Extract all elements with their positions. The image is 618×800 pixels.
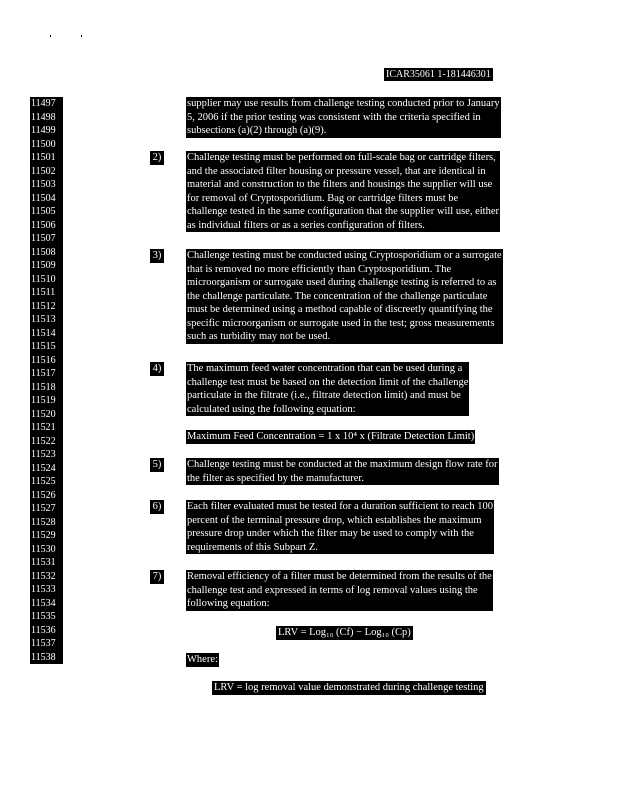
item-marker-3: 3) — [150, 249, 164, 263]
line-number: 11507 — [31, 233, 56, 244]
line-number: 11502 — [31, 165, 56, 177]
text-line: for removal of Cryptosporidium. Bag or cartridge filters must be — [187, 192, 459, 204]
text-line: the challenge particulate. The concentration of the challenge particulate — [187, 290, 488, 302]
text-line: percent of the terminal pressure drop, which establishes the maximum — [187, 514, 482, 526]
line-number: 11505 — [31, 206, 56, 217]
text-line: Removal efficiency of a filter must be determined from the results of the — [187, 571, 492, 582]
text-line: the filter as specified by the manufacturer. — [187, 472, 364, 484]
text-line: challenge test must be based on the detection limit of the challenge — [187, 376, 469, 388]
line-number: 11506 — [31, 219, 56, 231]
item-marker-2: 2) — [150, 151, 164, 165]
scan-mark — [81, 35, 82, 37]
line-number: 11528 — [31, 516, 56, 528]
line-number: 11512 — [31, 300, 56, 312]
text-line: as individual filters or as a series configuration of filters. — [187, 219, 425, 231]
paragraph-continued — [186, 97, 501, 138]
text-line: supplier may use results from challenge testing conducted prior to January — [187, 98, 500, 109]
line-number-column — [30, 97, 63, 664]
line-number: 11522 — [31, 435, 56, 447]
line-number: 11530 — [31, 543, 56, 555]
text-line: that is removed no more efficiently than Cryptosporidium. The — [187, 263, 452, 275]
line-number: 11509 — [31, 260, 56, 271]
line-number: 11497 — [31, 98, 56, 109]
lrv-definition: LRV = log removal value demonstrated during challenge testing — [214, 682, 484, 693]
text-line: subsections (a)(2) through (a)(9). — [187, 125, 327, 136]
item-marker-4: 4) — [150, 362, 164, 376]
paragraph-5 — [186, 458, 499, 485]
text-line: must be determined using a method capable of discreetly quantifying the — [187, 304, 493, 315]
text-line: challenge tested in the same configuration that the supplier will use, either — [187, 206, 499, 217]
line-number: 11527 — [31, 503, 56, 514]
line-number: 11534 — [31, 597, 56, 609]
line-number: 11503 — [31, 179, 56, 190]
text-line: challenge test and expressed in terms of log removal values using the — [187, 584, 478, 596]
text-line: and the associated filter housing or pressure vessel, that are identical in — [187, 165, 486, 177]
line-number: 11526 — [31, 489, 56, 501]
line-number: 11521 — [31, 422, 56, 433]
text-line: particulate in the filtrate (i.e., filtrate detection limit) and must be — [187, 390, 461, 401]
line-number: 11533 — [31, 584, 56, 595]
text-line: Each filter evaluated must be tested for a duration sufficient to reach 100 — [187, 501, 493, 512]
paragraph-6 — [186, 500, 494, 554]
line-number: 11515 — [31, 341, 56, 352]
text-line: Challenge testing must be performed on full-scale bag or cartridge filters, — [187, 152, 496, 163]
line-number: 11498 — [31, 111, 56, 123]
line-number: 11537 — [31, 638, 56, 649]
line-number: 11499 — [31, 125, 56, 136]
paragraph-3 — [186, 249, 503, 344]
paragraph-2 — [186, 151, 500, 232]
text-line: such as turbidity may not be used. — [187, 331, 331, 342]
line-number: 11514 — [31, 327, 56, 339]
lrv-equation: LRV = Log₁₀ (Cf) − Log₁₀ (Cp) — [278, 627, 411, 638]
scan-mark — [50, 35, 51, 37]
line-number: 11511 — [31, 287, 56, 298]
line-number: 11525 — [31, 476, 56, 487]
text-line: calculated using the following equation: — [187, 403, 356, 415]
line-number: 11516 — [31, 354, 56, 366]
text-line: material and construction to the filters and housings the supplier will use — [187, 179, 493, 190]
line-number: 11532 — [31, 570, 56, 582]
line-number: 11518 — [31, 381, 56, 393]
item-marker-6: 6) — [150, 500, 164, 514]
item-marker-7: 7) — [150, 570, 164, 584]
text-line: Challenge testing must be conducted at the maximum design flow rate for — [187, 459, 498, 470]
text-line: specific microorganism or surrogate used in the test; gross measurements — [187, 317, 495, 329]
line-number: 11536 — [31, 624, 56, 636]
paragraph-7 — [186, 570, 493, 611]
line-number: 11520 — [31, 408, 56, 420]
feed-concentration-equation: Maximum Feed Concentration = 1 x 10⁴ x (Filtrate Detection Limit) — [187, 431, 475, 442]
line-number: 11500 — [31, 138, 56, 150]
line-number: 11504 — [31, 192, 56, 204]
text-line: Challenge testing must be conducted using Cryptosporidium or a surrogate — [187, 250, 502, 261]
line-number: 11531 — [31, 557, 56, 568]
line-number: 11524 — [31, 462, 56, 474]
line-number: 11501 — [31, 152, 56, 163]
text-line: pressure drop under which the filter may be used to comply with the — [187, 528, 474, 539]
line-number: 11535 — [31, 611, 56, 622]
line-number: 11508 — [31, 246, 56, 258]
text-line: 5, 2006 if the prior testing was consistent with the criteria specified in — [187, 111, 481, 123]
text-line: following equation: — [187, 598, 270, 609]
line-number: 11529 — [31, 530, 56, 541]
document-id: ICAR35061 1-181446301 — [386, 69, 491, 80]
line-number: 11538 — [31, 651, 56, 663]
line-number: 11513 — [31, 314, 56, 325]
paragraph-4 — [186, 362, 469, 416]
text-line: The maximum feed water concentration that can be used during a — [187, 363, 463, 374]
text-line: microorganism or surrogate used during challenge testing is referred to as — [187, 277, 497, 288]
text-line: requirements of this Subpart Z. — [187, 541, 318, 553]
where-label: Where: — [187, 654, 218, 665]
item-marker-5: 5) — [150, 458, 164, 472]
line-number: 11510 — [31, 273, 56, 285]
line-number: 11517 — [31, 368, 56, 379]
line-number: 11523 — [31, 449, 56, 460]
line-number: 11519 — [31, 395, 56, 406]
